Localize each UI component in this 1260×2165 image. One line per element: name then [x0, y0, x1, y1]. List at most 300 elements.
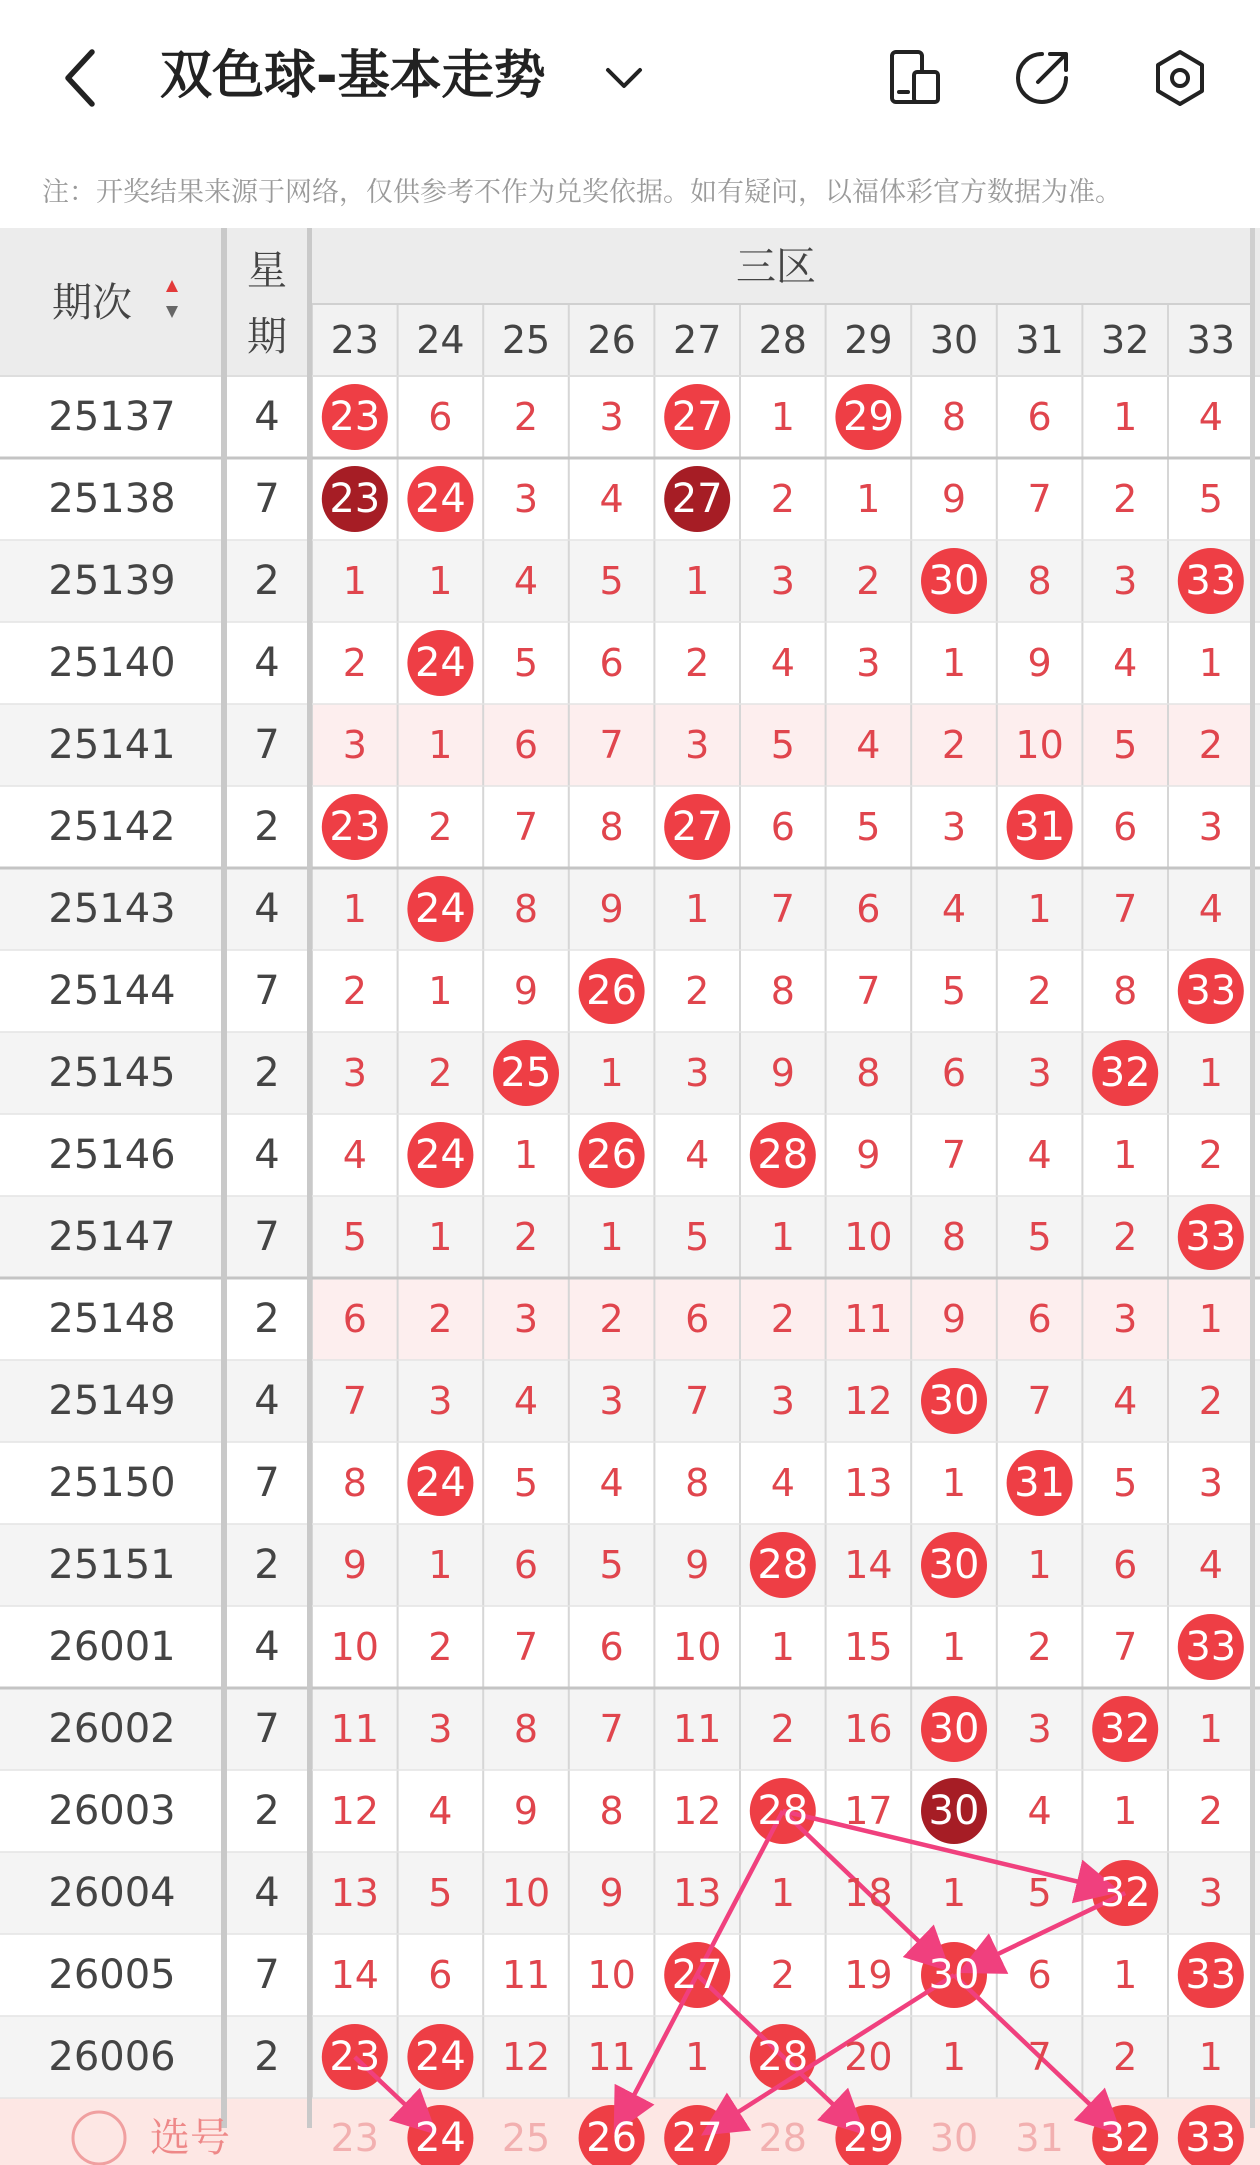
- table-row-bg: [0, 1606, 1260, 1688]
- miss-count: 1: [428, 1543, 453, 1587]
- miss-count: 1: [1198, 641, 1223, 685]
- drawn-number: 23: [329, 394, 381, 440]
- miss-count: 17: [844, 1789, 893, 1833]
- period-cell: 25137: [48, 394, 176, 440]
- pick-option: 23: [330, 2116, 379, 2160]
- number-column-header: 27: [673, 318, 722, 362]
- miss-count: 9: [941, 1297, 967, 1341]
- miss-count: 2: [599, 1297, 624, 1341]
- number-column-header: 25: [501, 318, 551, 362]
- miss-count: 5: [513, 641, 539, 685]
- miss-count: 1: [685, 887, 710, 931]
- miss-count: 1: [342, 559, 367, 603]
- miss-count: 6: [1113, 805, 1138, 849]
- miss-count: 6: [856, 887, 881, 931]
- period-cell: 26003: [48, 1788, 176, 1834]
- miss-count: 4: [941, 887, 967, 931]
- miss-count: 1: [770, 1871, 795, 1915]
- drawn-number: 30: [928, 1542, 980, 1588]
- miss-count: 1: [1113, 1953, 1138, 1997]
- miss-count: 4: [1198, 395, 1223, 439]
- week-cell: 4: [254, 640, 280, 686]
- miss-count: 10: [673, 1625, 722, 1669]
- miss-count: 4: [342, 1133, 367, 1177]
- miss-count: 6: [428, 1953, 453, 1997]
- miss-count: 1: [941, 641, 967, 685]
- miss-count: 3: [342, 723, 367, 767]
- miss-count: 9: [599, 887, 624, 931]
- picked-number: 24: [414, 2115, 466, 2161]
- drawn-number: 32: [1099, 1050, 1151, 1096]
- drawn-number: 27: [671, 1952, 723, 1998]
- miss-count: 2: [342, 969, 367, 1013]
- week-cell: 2: [254, 558, 280, 604]
- miss-count: 1: [856, 477, 881, 521]
- miss-count: 1: [770, 1625, 795, 1669]
- pick-option: 28: [758, 2116, 807, 2160]
- miss-count: 4: [856, 723, 881, 767]
- miss-count: 8: [1027, 559, 1052, 603]
- miss-count: 6: [770, 805, 795, 849]
- miss-count: 5: [1113, 723, 1138, 767]
- miss-count: 5: [599, 559, 624, 603]
- week-cell: 7: [254, 1460, 280, 1506]
- table-row-bg: [0, 458, 1260, 540]
- miss-count: 2: [770, 1297, 795, 1341]
- miss-count: 10: [587, 1953, 636, 1997]
- miss-count: 3: [685, 1051, 710, 1095]
- miss-count: 4: [685, 1133, 710, 1177]
- miss-count: 1: [1198, 1707, 1223, 1751]
- number-column-header: 30: [929, 318, 979, 362]
- miss-count: 2: [1113, 2035, 1138, 2079]
- miss-count: 11: [844, 1297, 893, 1341]
- miss-count: 11: [330, 1707, 379, 1751]
- miss-count: 8: [513, 1707, 539, 1751]
- miss-count: 1: [685, 559, 710, 603]
- miss-count: 2: [513, 1215, 539, 1259]
- drawn-number: 33: [1185, 1214, 1237, 1260]
- miss-count: 1: [428, 723, 453, 767]
- miss-count: 6: [1113, 1543, 1138, 1587]
- period-cell: 25146: [48, 1132, 176, 1178]
- drawn-number: 33: [1185, 1624, 1237, 1670]
- miss-count: 4: [1113, 1379, 1138, 1423]
- miss-count: 4: [1027, 1789, 1052, 1833]
- miss-count: 19: [844, 1953, 893, 1997]
- miss-count: 4: [599, 1461, 624, 1505]
- week-cell: 4: [254, 394, 280, 440]
- miss-count: 18: [844, 1871, 893, 1915]
- miss-count: 2: [1113, 1215, 1138, 1259]
- miss-count: 5: [1198, 477, 1223, 521]
- miss-count: 12: [330, 1789, 379, 1833]
- drawn-number: 30: [928, 558, 980, 604]
- miss-count: 3: [599, 1379, 624, 1423]
- miss-count: 6: [428, 395, 453, 439]
- week-column-header-top: 星: [247, 248, 287, 294]
- miss-count: 2: [1027, 1625, 1052, 1669]
- miss-count: 3: [941, 805, 967, 849]
- table-row-bg: [0, 376, 1260, 458]
- miss-count: 3: [428, 1379, 453, 1423]
- miss-count: 4: [1027, 1133, 1052, 1177]
- miss-count: 8: [599, 805, 624, 849]
- share-icon: [1012, 48, 1072, 108]
- miss-count: 6: [513, 1543, 539, 1587]
- table-row-bg: [0, 868, 1260, 950]
- miss-count: 3: [1113, 559, 1138, 603]
- period-cell: 26001: [48, 1624, 176, 1670]
- chart-type-dropdown[interactable]: [588, 42, 660, 114]
- drawn-number: 33: [1185, 968, 1237, 1014]
- period-cell: 25151: [48, 1542, 176, 1588]
- miss-count: 5: [1027, 1871, 1052, 1915]
- picked-number: 26: [586, 2115, 638, 2161]
- miss-count: 16: [844, 1707, 893, 1751]
- miss-count: 4: [513, 559, 539, 603]
- miss-count: 1: [342, 887, 367, 931]
- miss-count: 11: [587, 2035, 636, 2079]
- miss-count: 1: [770, 395, 795, 439]
- week-cell: 7: [254, 722, 280, 768]
- period-cell: 25147: [48, 1214, 176, 1260]
- miss-count: 9: [856, 1133, 881, 1177]
- number-column-header: 33: [1186, 318, 1235, 362]
- drawn-number: 23: [329, 2034, 381, 2080]
- period-cell: 25139: [48, 558, 176, 604]
- table-row-bg: [0, 1688, 1260, 1770]
- picked-number: 33: [1185, 2115, 1237, 2161]
- miss-count: 6: [1027, 1297, 1052, 1341]
- miss-count: 3: [428, 1707, 453, 1751]
- number-column-header: 28: [758, 318, 807, 362]
- miss-count: 6: [342, 1297, 367, 1341]
- table-row-bg: [0, 1032, 1260, 1114]
- chevron-down-icon: [604, 66, 644, 90]
- miss-count: 1: [428, 559, 453, 603]
- pick-option: 25: [501, 2116, 551, 2160]
- drawn-number: 28: [757, 2034, 809, 2080]
- drawn-number: 29: [842, 394, 894, 440]
- week-cell: 7: [254, 968, 280, 1014]
- miss-count: 1: [941, 2035, 967, 2079]
- week-cell: 4: [254, 1870, 280, 1916]
- week-cell: 2: [254, 804, 280, 850]
- miss-count: 1: [1113, 1789, 1138, 1833]
- zone-label: 三区: [736, 244, 816, 290]
- drawn-number: 26: [586, 968, 638, 1014]
- top-bar: [0, 0, 1260, 150]
- pick-option: 31: [1015, 2116, 1064, 2160]
- miss-count: 10: [844, 1215, 893, 1259]
- miss-count: 8: [1113, 969, 1138, 1013]
- miss-count: 14: [330, 1953, 379, 1997]
- miss-count: 7: [1027, 477, 1052, 521]
- week-cell: 7: [254, 476, 280, 522]
- miss-count: 2: [1198, 1379, 1223, 1423]
- miss-count: 4: [770, 641, 795, 685]
- period-cell: 25150: [48, 1460, 176, 1506]
- drawn-number: 27: [671, 394, 723, 440]
- pick-option: 30: [929, 2116, 979, 2160]
- miss-count: 7: [513, 805, 539, 849]
- drawn-number: 27: [671, 476, 723, 522]
- drawn-number: 28: [757, 1788, 809, 1834]
- miss-count: 5: [599, 1543, 624, 1587]
- miss-count: 6: [941, 1051, 967, 1095]
- period-cell: 25143: [48, 886, 176, 932]
- miss-count: 1: [428, 1215, 453, 1259]
- miss-count: 9: [599, 1871, 624, 1915]
- week-column-separator: [307, 228, 312, 2128]
- drawn-number: 33: [1185, 558, 1237, 604]
- drawn-number: 24: [414, 1132, 466, 1178]
- period-cell: 25144: [48, 968, 176, 1014]
- miss-count: 2: [770, 1953, 795, 1997]
- miss-count: 3: [770, 1379, 795, 1423]
- miss-count: 1: [1198, 1051, 1223, 1095]
- miss-count: 8: [856, 1051, 881, 1095]
- miss-count: 3: [1198, 1871, 1223, 1915]
- week-cell: 4: [254, 886, 280, 932]
- week-cell: 2: [254, 1050, 280, 1096]
- miss-count: 15: [844, 1625, 893, 1669]
- drawn-number: 30: [928, 1952, 980, 1998]
- miss-count: 8: [770, 969, 795, 1013]
- miss-count: 2: [1198, 1789, 1223, 1833]
- week-cell: 7: [254, 1214, 280, 1260]
- miss-count: 7: [1027, 2035, 1052, 2079]
- miss-count: 1: [1198, 1297, 1223, 1341]
- table-row-bg: [0, 1524, 1260, 1606]
- miss-count: 10: [1015, 723, 1064, 767]
- miss-count: 7: [685, 1379, 710, 1423]
- period-cell: 26004: [48, 1870, 176, 1916]
- miss-count: 3: [1027, 1051, 1052, 1095]
- miss-count: 7: [941, 1133, 967, 1177]
- miss-count: 14: [844, 1543, 893, 1587]
- drawn-number: 24: [414, 886, 466, 932]
- miss-count: 6: [685, 1297, 710, 1341]
- drawn-number: 24: [414, 476, 466, 522]
- miss-count: 13: [330, 1871, 379, 1915]
- settings-icon: [1150, 48, 1210, 108]
- miss-count: 4: [428, 1789, 453, 1833]
- drawn-number: 30: [928, 1706, 980, 1752]
- miss-count: 2: [770, 1707, 795, 1751]
- miss-count: 9: [342, 1543, 367, 1587]
- disclaimer-notice: 注：开奖结果来源于网络，仅供参考不作为兑奖依据。如有疑问，以福体彩官方数据为准。: [42, 177, 1122, 208]
- miss-count: 6: [1027, 1953, 1052, 1997]
- miss-count: 4: [1113, 641, 1138, 685]
- miss-count: 3: [342, 1051, 367, 1095]
- miss-count: 1: [941, 1625, 967, 1669]
- period-cell: 25142: [48, 804, 176, 850]
- miss-count: 9: [941, 477, 967, 521]
- miss-count: 1: [428, 969, 453, 1013]
- miss-count: 10: [501, 1871, 551, 1915]
- miss-count: 7: [1113, 887, 1138, 931]
- number-column-header: 32: [1101, 318, 1150, 362]
- miss-count: 5: [342, 1215, 367, 1259]
- miss-count: 2: [685, 641, 710, 685]
- right-edge-separator: [1250, 228, 1255, 2128]
- period-cell: 25138: [48, 476, 176, 522]
- week-cell: 4: [254, 1624, 280, 1670]
- drawn-number: 30: [928, 1788, 980, 1834]
- miss-count: 3: [685, 723, 710, 767]
- drawn-number: 23: [329, 804, 381, 850]
- number-column-header: 26: [587, 318, 636, 362]
- miss-count: 2: [1198, 1133, 1223, 1177]
- miss-count: 3: [1198, 1461, 1223, 1505]
- miss-count: 1: [1027, 1543, 1052, 1587]
- drawn-number: 33: [1185, 1952, 1237, 1998]
- week-cell: 2: [254, 1788, 280, 1834]
- miss-count: 2: [428, 1297, 453, 1341]
- drawn-number: 23: [329, 476, 381, 522]
- drawn-number: 25: [500, 1050, 552, 1096]
- period-cell: 25145: [48, 1050, 176, 1096]
- miss-count: 7: [599, 723, 624, 767]
- miss-count: 10: [330, 1625, 379, 1669]
- share-button[interactable]: [1006, 42, 1078, 114]
- week-column-header-bottom: 期: [247, 314, 287, 360]
- drawn-number: 24: [414, 1460, 466, 1506]
- drawn-number: 32: [1099, 1870, 1151, 1916]
- miss-count: 6: [599, 1625, 624, 1669]
- miss-count: 5: [1027, 1215, 1052, 1259]
- picked-number: 27: [671, 2115, 723, 2161]
- miss-count: 13: [673, 1871, 722, 1915]
- miss-count: 1: [1027, 887, 1052, 931]
- miss-count: 2: [428, 1625, 453, 1669]
- trend-grid: [0, 228, 1260, 2165]
- miss-count: 2: [1198, 723, 1223, 767]
- miss-count: 4: [1198, 1543, 1223, 1587]
- table-row-bg: [0, 1852, 1260, 1934]
- settings-button[interactable]: [1144, 42, 1216, 114]
- table-row-bg: [0, 1770, 1260, 1852]
- miss-count: 5: [513, 1461, 539, 1505]
- miss-count: 1: [599, 1051, 624, 1095]
- picked-number: 32: [1099, 2115, 1151, 2161]
- period-cell: 26002: [48, 1706, 176, 1752]
- period-column-separator: [221, 228, 227, 2128]
- miss-count: 7: [856, 969, 881, 1013]
- miss-count: 12: [673, 1789, 722, 1833]
- miss-count: 4: [770, 1461, 795, 1505]
- drawn-number: 24: [414, 640, 466, 686]
- miss-count: 2: [770, 477, 795, 521]
- miss-count: 4: [1198, 887, 1223, 931]
- miss-count: 11: [501, 1953, 551, 1997]
- chevron-left-icon: [58, 46, 102, 110]
- miss-count: 9: [770, 1051, 795, 1095]
- period-cell: 25148: [48, 1296, 176, 1342]
- miss-count: 2: [513, 395, 539, 439]
- drawn-number: 24: [414, 2034, 466, 2080]
- drawn-number: 32: [1099, 1706, 1151, 1752]
- drawn-number: 26: [586, 1132, 638, 1178]
- drawn-number: 28: [757, 1542, 809, 1588]
- table-row-bg: [0, 540, 1260, 622]
- miss-count: 8: [513, 887, 539, 931]
- miss-count: 7: [770, 887, 795, 931]
- miss-count: 1: [770, 1215, 795, 1259]
- miss-count: 6: [599, 641, 624, 685]
- number-column-header: 24: [416, 318, 465, 362]
- miss-count: 3: [513, 1297, 539, 1341]
- week-cell: 2: [254, 2034, 280, 2080]
- period-column-header: 期次: [52, 280, 132, 326]
- miss-count: 8: [941, 1215, 967, 1259]
- miss-count: 5: [1113, 1461, 1138, 1505]
- miss-count: 6: [1027, 395, 1052, 439]
- miss-count: 8: [941, 395, 967, 439]
- period-cell: 25149: [48, 1378, 176, 1424]
- week-cell: 7: [254, 1706, 280, 1752]
- week-cell: 4: [254, 1378, 280, 1424]
- miss-count: 8: [342, 1461, 367, 1505]
- pick-label: 选号: [150, 2115, 230, 2161]
- drawn-number: 27: [671, 804, 723, 850]
- miss-count: 9: [685, 1543, 710, 1587]
- number-column-header: 31: [1015, 318, 1064, 362]
- miss-count: 2: [428, 805, 453, 849]
- miss-count: 3: [599, 395, 624, 439]
- miss-count: 3: [770, 559, 795, 603]
- miss-count: 20: [844, 2035, 893, 2079]
- miss-count: 13: [844, 1461, 893, 1505]
- miss-count: 1: [1198, 2035, 1223, 2079]
- miss-count: 7: [342, 1379, 367, 1423]
- miss-count: 2: [856, 559, 881, 603]
- week-cell: 7: [254, 1952, 280, 1998]
- miss-count: 4: [513, 1379, 539, 1423]
- miss-count: 1: [1113, 1133, 1138, 1177]
- miss-count: 9: [513, 969, 539, 1013]
- miss-count: 5: [941, 969, 967, 1013]
- miss-count: 1: [1113, 395, 1138, 439]
- layout-toggle-button[interactable]: [878, 42, 950, 114]
- miss-count: 12: [501, 2035, 551, 2079]
- period-cell: 25141: [48, 722, 176, 768]
- drawn-number: 31: [1014, 804, 1066, 850]
- miss-count: 3: [1027, 1707, 1052, 1751]
- miss-count: 1: [941, 1461, 967, 1505]
- miss-count: 5: [770, 723, 795, 767]
- drawn-number: 30: [928, 1378, 980, 1424]
- miss-count: 5: [856, 805, 881, 849]
- miss-count: 3: [513, 477, 539, 521]
- miss-count: 2: [1113, 477, 1138, 521]
- trend-chart-table: [0, 228, 1260, 2165]
- drawn-number: 31: [1014, 1460, 1066, 1506]
- miss-count: 8: [599, 1789, 624, 1833]
- miss-count: 9: [513, 1789, 539, 1833]
- week-cell: 2: [254, 1296, 280, 1342]
- miss-count: 7: [513, 1625, 539, 1669]
- table-row-bg: [0, 622, 1260, 704]
- table-row-bg: [0, 1360, 1260, 1442]
- miss-count: 3: [1113, 1297, 1138, 1341]
- miss-count: 3: [1198, 805, 1223, 849]
- number-column-header: 23: [330, 318, 379, 362]
- back-button[interactable]: [44, 42, 116, 114]
- miss-count: 5: [428, 1871, 453, 1915]
